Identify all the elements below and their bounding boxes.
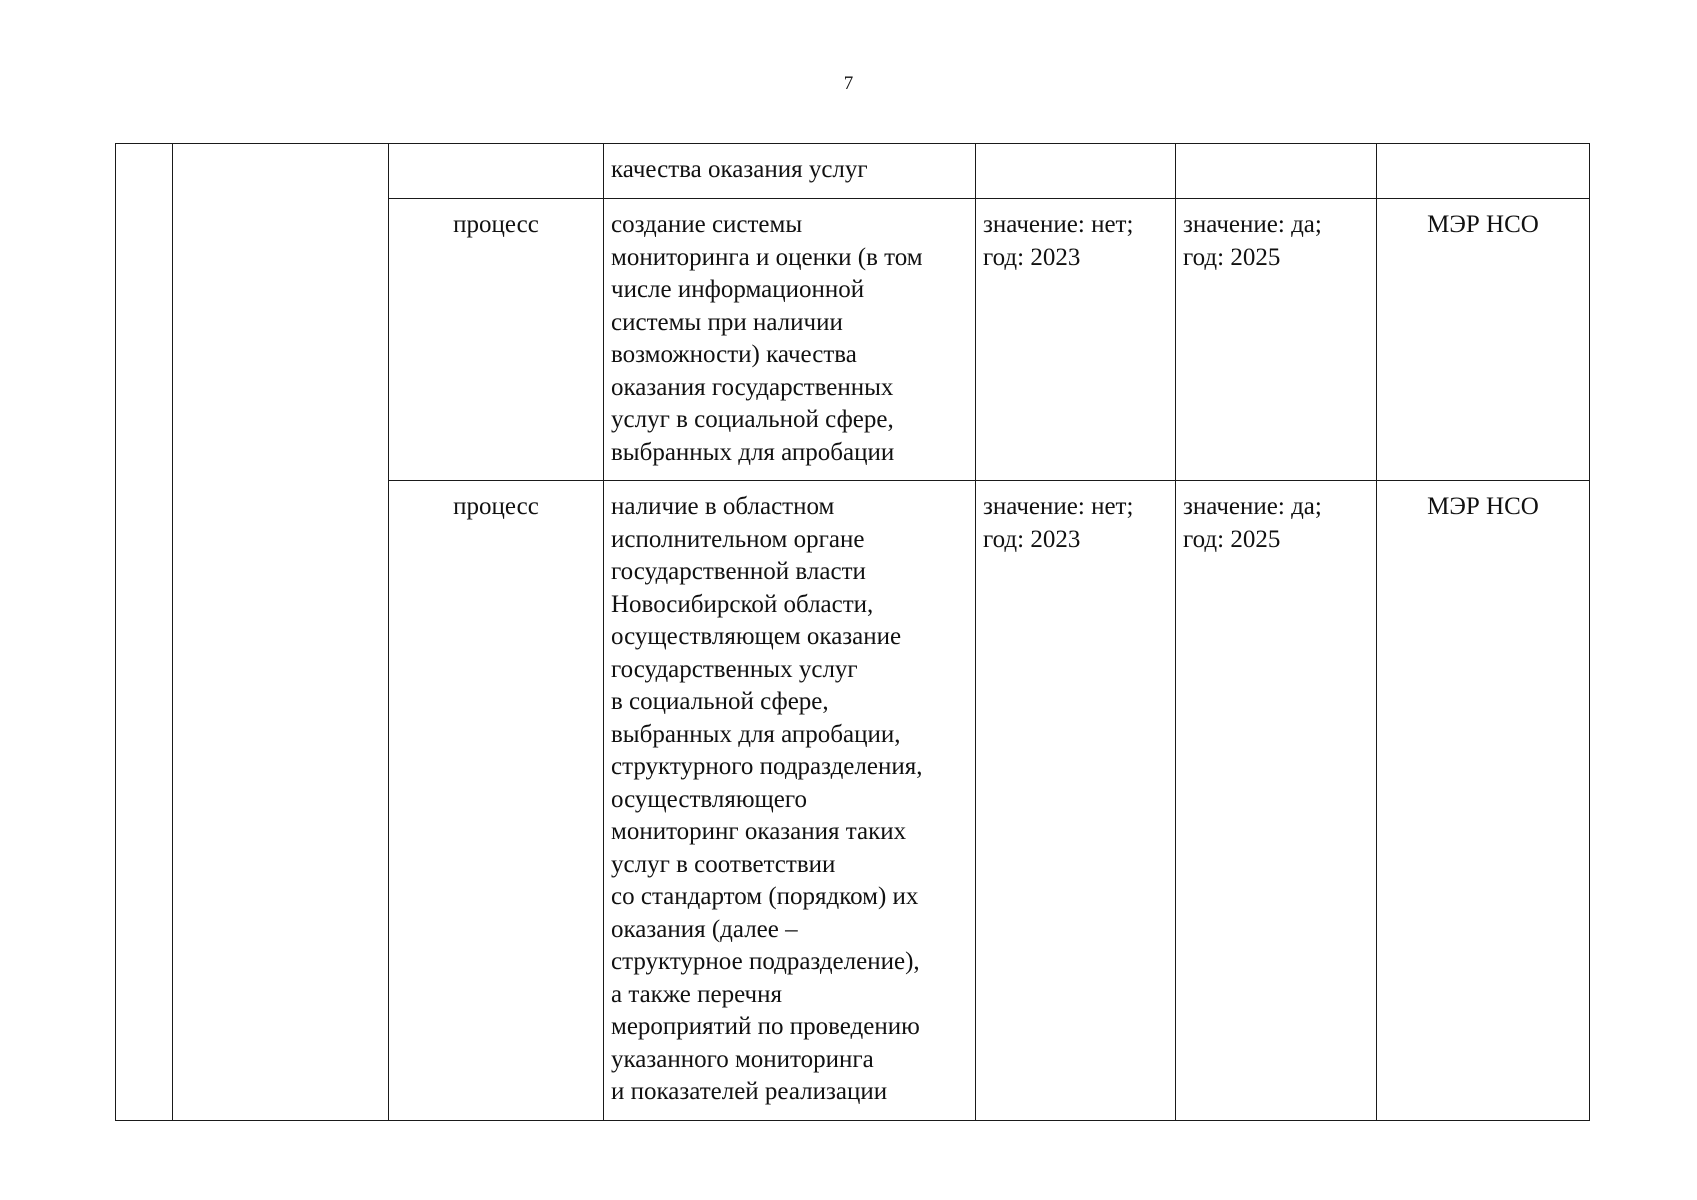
table-cell-baseline <box>976 144 1176 199</box>
responsible-body: МЭР НСО <box>1427 211 1539 238</box>
description-line: структурное подразделение), <box>611 948 920 975</box>
table-cell-type <box>389 199 604 481</box>
description-line: указанного мониторинга <box>611 1045 874 1073</box>
table-cell-description <box>604 199 976 481</box>
target-year: год: 2025 <box>1183 525 1281 553</box>
table-cell-responsible <box>1377 144 1590 199</box>
description-line: создание системы <box>611 211 803 238</box>
description-line: качества оказания услуг <box>611 156 868 183</box>
description-line: Новосибирской области, <box>611 590 874 618</box>
target-value: значение: да; <box>1183 493 1322 520</box>
description-line: а также перечня <box>611 980 783 1008</box>
description-line: возможности) качества <box>611 341 857 368</box>
description-line: выбранных для апробации, <box>611 720 901 748</box>
table-cell-description <box>604 481 976 1121</box>
table-cell-responsible <box>1377 199 1590 481</box>
table-cell-name <box>173 144 389 1121</box>
description-line: в социальной сфере, <box>611 688 829 715</box>
table-cell-target <box>1176 481 1377 1121</box>
table-cell-number <box>116 144 173 1121</box>
responsible-body: МЭР НСО <box>1427 493 1539 520</box>
description-line: выбранных для апробации <box>611 438 895 466</box>
baseline-year: год: 2023 <box>983 525 1081 553</box>
table-cell-target <box>1176 199 1377 481</box>
description-line: мероприятий по проведению <box>611 1013 920 1040</box>
table-cell-description <box>604 144 976 199</box>
description-line: государственной власти <box>611 558 866 585</box>
description-line: оказания (далее – <box>611 915 798 943</box>
table-cell-responsible <box>1377 481 1590 1121</box>
description-line: осуществляющего <box>611 785 807 813</box>
table-cell-baseline <box>976 199 1176 481</box>
target-year: год: 2025 <box>1183 243 1281 271</box>
description-line: услуг в социальной сфере, <box>611 406 894 433</box>
table-cell-target <box>1176 144 1377 199</box>
description-line: числе информационной <box>611 276 865 303</box>
indicator-type: процесс <box>453 211 539 238</box>
description-line: мониторинг оказания таких <box>611 818 907 845</box>
description-line: и показателей реализации <box>611 1078 888 1105</box>
description-line: исполнительном органе <box>611 525 865 553</box>
indicator-type: процесс <box>453 493 539 520</box>
description-line: структурного подразделения, <box>611 753 923 780</box>
description-line: государственных услуг <box>611 655 858 683</box>
description-line: осуществляющем оказание <box>611 623 902 650</box>
target-value: значение: да; <box>1183 211 1322 238</box>
baseline-value: значение: нет; <box>983 211 1134 238</box>
page-number: 7 <box>843 73 854 94</box>
description-line: системы при наличии <box>611 308 843 336</box>
baseline-value: значение: нет; <box>983 493 1134 520</box>
description-line: оказания государственных <box>611 373 894 401</box>
description-line: мониторинга и оценки (в том <box>611 243 923 271</box>
table-cell-baseline <box>976 481 1176 1121</box>
description-line: услуг в соответствии <box>611 850 836 878</box>
table-cell-type <box>389 481 604 1121</box>
baseline-year: год: 2023 <box>983 243 1081 271</box>
table-row-continuation <box>116 144 1590 199</box>
table-cell-type <box>389 144 604 199</box>
description-line: наличие в областном <box>611 493 835 520</box>
description-line: со стандартом (порядком) их <box>611 883 919 910</box>
indicator-table <box>115 143 1590 1121</box>
